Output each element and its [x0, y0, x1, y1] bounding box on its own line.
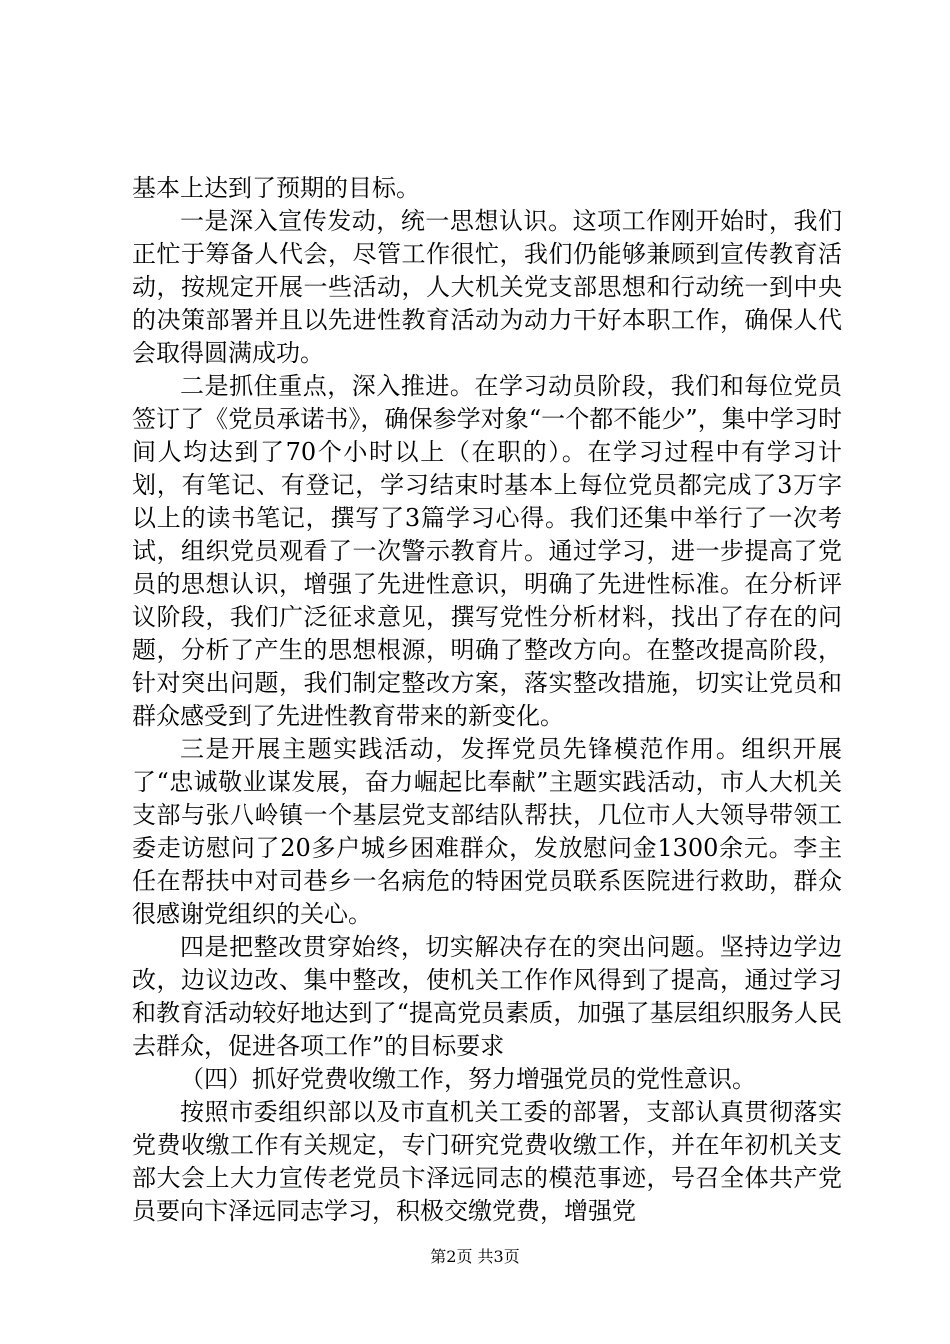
- paragraph-7: 按照市委组织部以及市直机关工委的部署，支部认真贯彻落实党费收缴工作有关规定，专门研究党费收缴工作，并在年初机关支部大会上大力宣传老党员卞泽远同志的模范事迹，号召全体共产党员要向卞泽远同志学习，积极交缴党费，增强党: [132, 1098, 842, 1225]
- paragraph-2: 一是深入宣传发动，统一思想认识。这项工作刚开始时，我们正忙于筹备人代会，尽管工作很忙，我们仍能够兼顾到宣传教育活动，按规定开展一些活动，人大机关党支部思想和行动统一到中央的决策部署并且以先进性教育活动为动力干好本职工作，确保人代会取得圆满成功。: [132, 207, 842, 367]
- body-text: [132, 172, 842, 1228]
- page-footer: 第2页 共3页: [430, 1247, 520, 1266]
- paragraph-1: 基本上达到了预期的目标。: [132, 174, 420, 202]
- paragraph-5: 四是把整改贯穿始终，切实解决存在的突出问题。坚持边学边改，边议边改、集中整改，使机关工作作风得到了提高，通过学习和教育活动较好地达到了“提高党员素质，加强了基层组织服务人民去群众，促进各项工作”的目标要求: [132, 933, 842, 1060]
- paragraph-6: （四）抓好党费收缴工作，努力增强党员的党性意识。: [180, 1065, 756, 1093]
- paragraph-4: 三是开展主题实践活动，发挥党员先锋模范作用。组织开展了“忠诚敬业谋发展，奋力崛起比奉献”主题实践活动，市人大机关支部与张八岭镇一个基层党支部结队帮扶，几位市人大领导带领工委走访慰问了20多户城乡困难群众，发放慰问金1300余元。李主任在帮扶中对司巷乡一名病危的特困党员联系医院进行救助，群众很感谢党组织的关心。: [132, 735, 842, 928]
- paragraph-3: 二是抓住重点，深入推进。在学习动员阶段，我们和每位党员签订了《党员承诺书》，确保参学对象“一个都不能少”，集中学习时间人均达到了70个小时以上（在职的）。在学习过程中有学习计划，有笔记、有登记，学习结束时基本上每位党员都完成了3万字以上的读书笔记，撰写了3篇学习心得。我们还集中举行了一次考试，组织党员观看了一次警示教育片。通过学习，进一步提高了党员的思想认识，增强了先进性意识，明确了先进性标准。在分析评议阶段，我们广泛征求意见，撰写党性分析材料，找出了存在的问题，分析了产生的思想根源，明确了整改方向。在整改提高阶段，针对突出问题，我们制定整改方案，落实整改措施，切实让党员和群众感受到了先进性教育带来的新变化。: [132, 372, 842, 730]
